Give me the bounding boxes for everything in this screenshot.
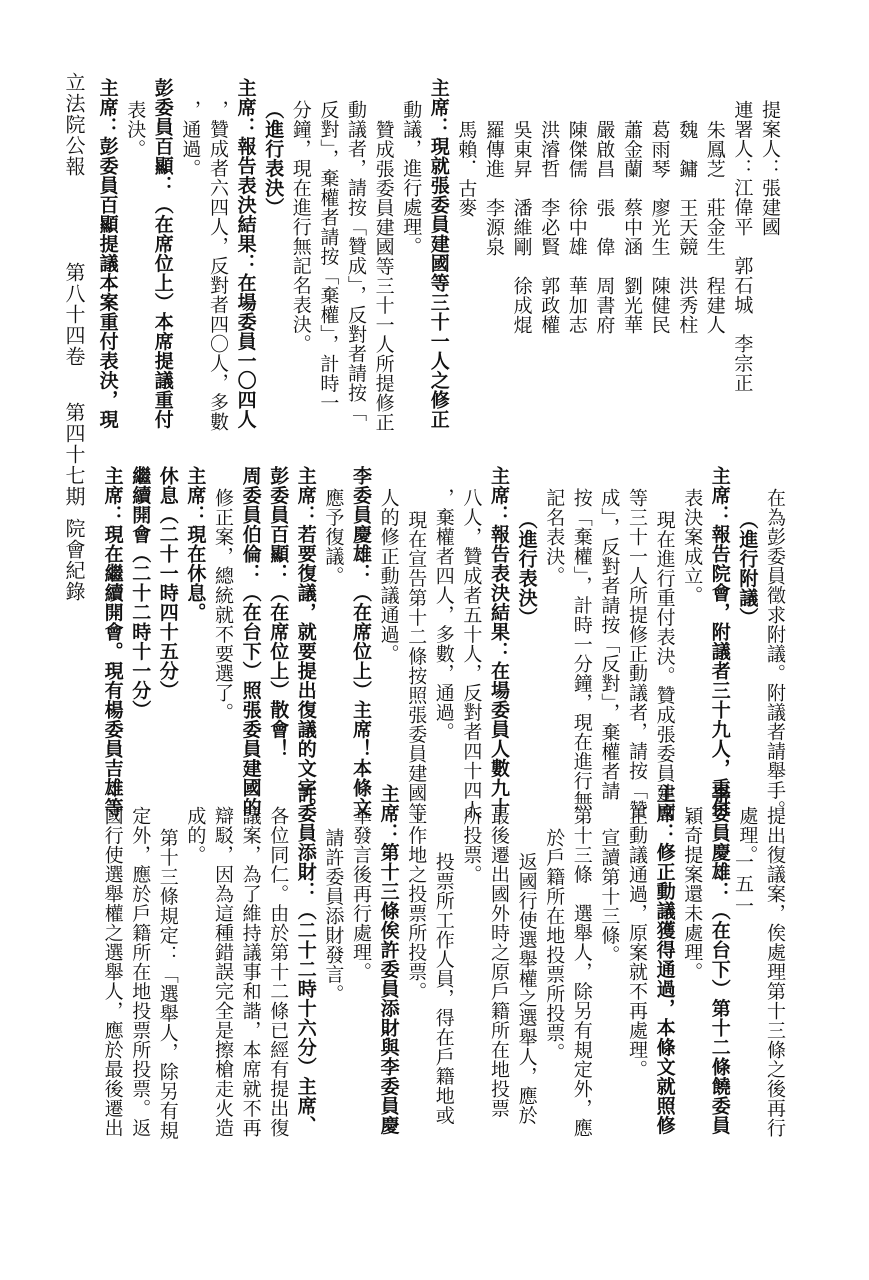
text-column: 按「棄權」，計時一分鐘，現在進行無 [570,488,593,810]
text-column: 馬賴．古麥 [455,120,478,218]
text-column: 成的。 [184,806,207,865]
text-column: 表決。 [124,100,147,159]
text-column: ，贊成者六四人，反對者四〇人，多數 [207,100,229,432]
text-column: 人的修正動議通過。 [377,488,400,664]
footer-section: 院會紀錄 [62,518,86,602]
text-column: 最後遷出國外時之原戶籍所在地投票 [488,806,510,1118]
text-column: 提案人：張建國 [759,100,781,237]
footer-volume: 第八十四卷 [62,262,86,367]
text-column: 贊成張委員建國等三十一人所提修正 [372,120,395,432]
text-column: 主席：現在休息。 [184,466,207,622]
text-column: 反對」，棄權者請按「棄權」，計時一 [317,100,340,413]
text-column: （進行附議） [736,510,759,627]
text-column: 彭委員百顯：（在席位上）本席提議重付 [151,78,174,429]
text-column: 動議者，請按「贊成」，反對者請按「 [345,100,367,422]
text-column: 吳東昇 潘維剛 徐成焜 [510,120,533,335]
text-column: 提出復議案，俟處理第十三條之後再行 [764,806,786,1138]
text-column: 陳傑儒 徐中雄 華加志 [565,120,588,335]
text-column: 現在宣告第十二條按照張委員建國等 [405,510,428,822]
text-column: 辯駁，因為這種錯誤完全是擦槍走火造 [212,806,234,1138]
text-column: 朱鳳芝 莊金生 程建人 [703,120,726,335]
text-column: 處理。 [736,806,759,865]
text-column: 八人，贊成者五十人，反對者四十四人 [460,488,483,820]
text-column: 宣讀第十三條。 [598,828,621,965]
text-column: 穎奇提案還未處理。 [681,806,704,982]
text-column: 返國行使選舉權之選舉人，應於 [515,852,538,1125]
text-column: 蕭金蘭 蔡中涵 劉光華 [621,120,643,335]
text-column: 現在進行重付表決。贊成張委員建國 [653,510,676,822]
footer-publication: 立法院公報 [62,72,86,177]
text-column: 請許委員添財發言。 [322,828,345,1004]
text-column: 羅傳進 李源泉 [483,120,505,257]
text-column: 議案，為了維持議事和諧，本席就不再 [239,806,262,1138]
text-column: 李委員慶雄：（在台下）第十二條饒委員 [708,784,731,1135]
text-column: 定外，應於戶籍所在地投票所投票。返 [129,806,152,1138]
text-column: 魏 鏞 王天競 洪秀柱 [676,120,699,335]
text-column: （進行表決） [515,510,538,627]
text-column: 彭委員百顯：（在席位上）散會！ [267,466,290,759]
text-column: 所投票。 [460,806,483,884]
text-column: 主席：報告表決結果：在場委員人數九十 [488,466,510,817]
text-column: 主席：現就張委員建國等三十一人之修正 [427,78,450,429]
text-column: 主席：報告院會，附議者三十九人，重付 [708,466,731,817]
text-column: ，棄權者四人，多數，通過。 [432,488,455,742]
text-column: 主席：若要復議，就要提出復議的文字。 [294,466,317,817]
text-column: 葛雨琴 廖光生 陳健民 [648,120,671,335]
text-column: 主席：彭委員百顯提議本案重付表決，現 [96,78,119,429]
text-column: 於戶籍所在地投票所投票。 [543,828,566,1062]
text-column: ，通過。 [179,100,202,178]
text-column: 成」，反對者請按「反對」，棄權者請 [598,488,621,801]
text-column: 應予復議。 [322,488,345,586]
text-column: 李委員慶雄：（在席位上）主席！本條文 [350,466,372,817]
footer-issue: 第四十七期 [62,402,86,507]
text-column: 許委員添財：（二十二時十六分）主席、 [294,784,317,1135]
text-column: 各位同仁。由於第十二條已經有提出復 [267,806,290,1138]
text-column: 第十三條規定：「選舉人，除另有規 [156,828,179,1140]
text-column: 華發言後再行處理。 [350,806,372,982]
text-column: 動議，進行處理。 [400,100,423,256]
text-column: 主席：第十三條俟許委員添財與李委員慶 [377,784,400,1135]
text-column: 第十三條 選舉人，除另有規定外，應 [570,806,593,1138]
text-column: 分鐘，現在進行無記名表決。 [289,100,312,354]
text-column: 主席：修正動議獲得通過，本條文就照修 [653,784,676,1135]
text-column: 繼續開會（二十二時十一分） [129,466,152,720]
text-column: 休息（二十一時四十五分） [156,466,179,700]
text-column: 連署人：江偉平 郭石城 李宗正 [731,100,754,393]
text-column: 周委員伯倫：（在台下）照張委員建國的 [239,466,262,817]
text-column: 國行使選舉權之選舉人，應於最後遷出 [101,806,124,1138]
text-column: 主席：現在繼續開會。現有楊委員吉雄等 [101,466,124,817]
text-column: 嚴啟昌 張 偉 周書府 [593,120,616,335]
text-column: 記名表決。 [543,488,566,586]
page-number: 一五一 [732,852,754,918]
text-column: 在為彭委員徵求附議。附議者請舉手。 [764,488,786,820]
text-column: （進行表決） [262,100,285,217]
text-column: 投票所工作人員，得在戶籍地或 [432,852,455,1125]
text-column: 表決案成立。 [681,488,704,605]
text-column: 正動議通過，原案就不再處理。 [626,806,648,1079]
text-column: 工作地之投票所投票。 [405,806,428,1001]
text-column: 等三十一人所提修正動議者，請按「贊 [626,488,648,820]
text-column: 洪濬哲 李必賢 郭政權 [538,120,561,335]
text-column: 主席：報告表決結果：在場委員一〇四人 [234,78,257,429]
text-column: 修正案，總統就不要選了。 [212,488,234,722]
